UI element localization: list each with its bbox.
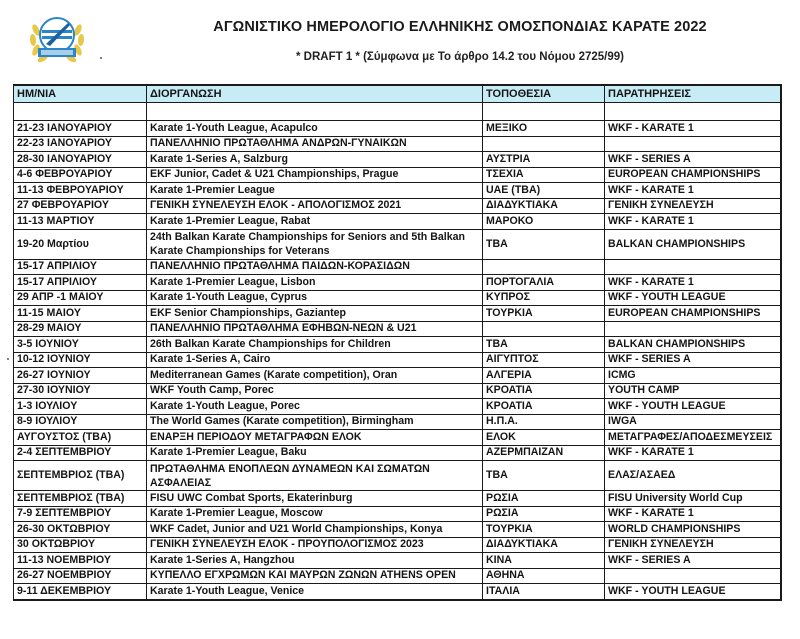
cell-notes: [605, 321, 781, 337]
cell-location: ΚΙΝΑ: [483, 553, 605, 569]
cell-notes: WKF - YOUTH LEAGUE: [605, 584, 781, 600]
cell-event: Karate 1-Premier League, Baku: [147, 445, 483, 461]
cell-notes: ΕΛΑΣ/ΑΣΑΕΔ: [605, 461, 781, 491]
table-row: [14, 229, 781, 259]
cell-notes: WKF - KARATE 1: [605, 183, 781, 199]
table-row: [14, 306, 781, 322]
document-title: ΑΓΩΝΙΣΤΙΚΟ ΗΜΕΡΟΛΟΓΙΟ ΕΛΛΗΝΙΚΗΣ ΟΜΟΣΠΟΝΔΙΑΣ ΚΑΡΑΤΕ 2022: [213, 19, 707, 35]
table-row: [14, 506, 781, 522]
document-subtitle: * DRAFT 1 * (Σύμφωνα με Το άρθρο 14.2 του Νόμου 2725/99): [296, 51, 624, 63]
cell-location: TBA: [483, 229, 605, 259]
table-row: [14, 167, 781, 183]
cell-date: 15-17 ΑΠΡΙΛΙΟΥ: [14, 275, 147, 291]
cell-event: The World Games (Karate competition), Birmingham: [147, 414, 483, 430]
cell-event: Karate 1-Premier League, Rabat: [147, 214, 483, 230]
column-header-event: ΔΙΟΡΓΑΝΩΣΗ: [147, 85, 483, 103]
cell-event: ΠΑΝΕΛΛΗΝΙΟ ΠΡΩΤΑΘΛΗΜΑ ΑΝΔΡΩΝ-ΓΥΝΑΙΚΩΝ: [147, 136, 483, 152]
cell-date: 11-13 ΝΟΕΜΒΡΙΟΥ: [14, 553, 147, 569]
cell-location: ΜΕΞΙΚΟ: [483, 121, 605, 137]
cell-event: ΠΑΝΕΛΛΗΝΙΟ ΠΡΩΤΑΘΛΗΜΑ ΕΦΗΒΩΝ-ΝΕΩΝ & U21: [147, 321, 483, 337]
table-row: [14, 568, 781, 584]
cell-event: WKF Youth Camp, Porec: [147, 383, 483, 399]
cell-date: 10-12 ΙΟΥΝΙΟΥ: [14, 352, 147, 368]
cell-notes: [605, 136, 781, 152]
table-row: [14, 461, 781, 491]
cell-event: Karate 1-Youth League, Porec: [147, 399, 483, 415]
cell-event: EKF Junior, Cadet & U21 Championships, Prague: [147, 167, 483, 183]
table-row: [14, 214, 781, 230]
cell-notes: WKF - KARATE 1: [605, 275, 781, 291]
cell-event: 24th Balkan Karate Championships for Seniors and 5th Balkan Karate Championships for Veterans: [147, 229, 483, 259]
cell-event: Karate 1-Series A, Cairo: [147, 352, 483, 368]
cell-location: TBA: [483, 461, 605, 491]
cell-notes: WKF - KARATE 1: [605, 121, 781, 137]
table-row: [14, 103, 781, 121]
calendar-table: [13, 84, 782, 601]
cell-notes: WKF - SERIES A: [605, 553, 781, 569]
cell-location: ΚΡΟΑΤΙΑ: [483, 383, 605, 399]
cell-date: ΣΕΠΤΕΜΒΡΙΟΣ (TBA): [14, 491, 147, 507]
cell-notes: [605, 568, 781, 584]
cell-date: 26-30 ΟΚΤΩΒΡΙΟΥ: [14, 522, 147, 538]
cell-event: Karate 1-Series A, Salzburg: [147, 152, 483, 168]
cell-notes: ΜΕΤΑΓΡΑΦΕΣ/ΑΠΟΔΕΣΜΕΥΣΕΙΣ: [605, 430, 781, 446]
cell-notes: EUROPEAN CHAMPIONSHIPS: [605, 167, 781, 183]
cell-location: ΔΙΑΔΥΚΤΙΑΚΑ: [483, 537, 605, 553]
cell-date: 26-27 ΙΟΥΝΙΟΥ: [14, 368, 147, 384]
cell-location: ΚΥΠΡΟΣ: [483, 290, 605, 306]
table-row: [14, 259, 781, 275]
cell-date: 29 ΑΠΡ -1 ΜΑΙΟΥ: [14, 290, 147, 306]
cell-location: ΑΙΓΥΠΤΟΣ: [483, 352, 605, 368]
cell-location: ΡΩΣΙΑ: [483, 506, 605, 522]
cell-event: EKF Senior Championships, Gaziantep: [147, 306, 483, 322]
cell-notes: FISU University World Cup: [605, 491, 781, 507]
table-header-row: [14, 85, 781, 103]
cell-date: 3-5 ΙΟΥΝΙΟΥ: [14, 337, 147, 353]
table-row: [14, 414, 781, 430]
cell-event: ΓΕΝΙΚΗ ΣΥΝΕΛΕΥΣΗ ΕΛΟΚ - ΠΡΟΥΠΟΛΟΓΙΣΜΟΣ 2023: [147, 537, 483, 553]
cell-date: 19-20 Μαρτίου: [14, 229, 147, 259]
cell-location: ΠΟΡΤΟΓΑΛΙΑ: [483, 275, 605, 291]
cell-location: ΚΡΟΑΤΙΑ: [483, 399, 605, 415]
cell-notes: [605, 259, 781, 275]
table-row: [14, 121, 781, 137]
cell-notes: WKF - YOUTH LEAGUE: [605, 399, 781, 415]
cell-location: UAE (TBA): [483, 183, 605, 199]
table-row: [14, 198, 781, 214]
cell-date: 27-30 ΙΟΥΝΙΟΥ: [14, 383, 147, 399]
cell-event: ΓΕΝΙΚΗ ΣΥΝΕΛΕΥΣΗ ΕΛΟΚ - ΑΠΟΛΟΓΙΣΜΟΣ 2021: [147, 198, 483, 214]
cell-date: 28-29 ΜΑΙΟΥ: [14, 321, 147, 337]
cell-event: Karate 1-Youth League, Acapulco: [147, 121, 483, 137]
cell-location: ΔΙΑΔΥΚΤΙΑΚΑ: [483, 198, 605, 214]
table-row: [14, 399, 781, 415]
table-row: [14, 152, 781, 168]
cell-notes: YOUTH CAMP: [605, 383, 781, 399]
cell-notes: IWGA: [605, 414, 781, 430]
cell-notes: ΓΕΝΙΚΗ ΣΥΝΕΛΕΥΣΗ: [605, 198, 781, 214]
cell-location: [483, 259, 605, 275]
cell-event: WKF Cadet, Junior and U21 World Championships, Konya: [147, 522, 483, 538]
cell-event: Karate 1-Youth League, Cyprus: [147, 290, 483, 306]
cell-notes: WKF - YOUTH LEAGUE: [605, 290, 781, 306]
cell-location: ΤΟΥΡΚΙΑ: [483, 522, 605, 538]
table-row: [14, 553, 781, 569]
cell-date: ΣΕΠΤΕΜΒΡΙΟΣ (TBA): [14, 461, 147, 491]
column-header-date: ΗΜ/ΝΙΑ: [14, 85, 147, 103]
cell-location: ΑΛΓΕΡΙΑ: [483, 368, 605, 384]
table-row: [14, 290, 781, 306]
scan-speck: [100, 57, 102, 59]
cell-event: Karate 1-Series A, Hangzhou: [147, 553, 483, 569]
cell-location: ΜΑΡΟΚΟ: [483, 214, 605, 230]
cell-date: 2-4 ΣΕΠΤΕΜΒΡΙΟΥ: [14, 445, 147, 461]
table-row: [14, 522, 781, 538]
cell-location: ΤΟΥΡΚΙΑ: [483, 306, 605, 322]
cell-date: 21-23 ΙΑΝΟΥΑΡΙΟΥ: [14, 121, 147, 137]
cell-date: 8-9 ΙΟΥΛΙΟΥ: [14, 414, 147, 430]
cell-event: Karate 1-Premier League, Lisbon: [147, 275, 483, 291]
cell-date: 28-30 ΙΑΝΟΥΑΡΙΟΥ: [14, 152, 147, 168]
cell-location: ΑΘΗΝΑ: [483, 568, 605, 584]
table-row: [14, 491, 781, 507]
cell-date: 4-6 ΦΕΒΡΟΥΑΡΙΟΥ: [14, 167, 147, 183]
column-header-location: ΤΟΠΟΘΕΣΙΑ: [483, 85, 605, 103]
table-row: [14, 321, 781, 337]
cell-location: TBA: [483, 337, 605, 353]
cell-date: 11-13 ΜΑΡΤΙΟΥ: [14, 214, 147, 230]
cell-notes: WKF - KARATE 1: [605, 506, 781, 522]
cell-date: 11-13 ΦΕΒΡΟΥΑΡΙΟΥ: [14, 183, 147, 199]
table-row: [14, 136, 781, 152]
cell-date: 15-17 ΑΠΡΙΛΙΟΥ: [14, 259, 147, 275]
cell-event: ΠΡΩΤΑΘΛΗΜΑ ΕΝΟΠΛΕΩΝ ΔΥΝΑΜΕΩΝ ΚΑΙ ΣΩΜΑΤΩΝ ΑΣΦΑΛΕΙΑΣ: [147, 461, 483, 491]
cell-location: ΙΤΑΛΙΑ: [483, 584, 605, 600]
cell-event: Mediterranean Games (Karate competition), Oran: [147, 368, 483, 384]
table-row: [14, 275, 781, 291]
cell-notes: WKF - SERIES A: [605, 152, 781, 168]
cell-location: ΤΣΕΧΙΑ: [483, 167, 605, 183]
cell-date: 22-23 ΙΑΝΟΥΑΡΙΟΥ: [14, 136, 147, 152]
cell-notes: WKF - KARATE 1: [605, 445, 781, 461]
cell-event: ΕΝΑΡΞΗ ΠΕΡΙΟΔΟΥ ΜΕΤΑΓΡΑΦΩΝ ΕΛΟΚ: [147, 430, 483, 446]
cell-event: Karate 1-Premier League: [147, 183, 483, 199]
cell-notes: BALKAN CHAMPIONSHIPS: [605, 229, 781, 259]
table-row: [14, 183, 781, 199]
table-row: [14, 584, 781, 600]
column-header-notes: ΠΑΡΑΤΗΡΗΣΕΙΣ: [605, 85, 781, 103]
cell-notes: [605, 103, 781, 121]
cell-date: 9-11 ΔΕΚΕΜΒΡΙΟΥ: [14, 584, 147, 600]
cell-location: ΑΖΕΡΜΠΑΙΖΑΝ: [483, 445, 605, 461]
cell-date: [14, 103, 147, 121]
cell-location: [483, 103, 605, 121]
cell-date: 11-15 ΜΑΙΟΥ: [14, 306, 147, 322]
cell-event: [147, 103, 483, 121]
cell-notes: WKF - KARATE 1: [605, 214, 781, 230]
table-row: [14, 537, 781, 553]
cell-notes: ΓΕΝΙΚΗ ΣΥΝΕΛΕΥΣΗ: [605, 537, 781, 553]
cell-event: ΠΑΝΕΛΛΗΝΙΟ ΠΡΩΤΑΘΛΗΜΑ ΠΑΙΔΩΝ-ΚΟΡΑΣΙΔΩΝ: [147, 259, 483, 275]
cell-event: Karate 1-Premier League, Moscow: [147, 506, 483, 522]
cell-location: ΡΩΣΙΑ: [483, 491, 605, 507]
cell-location: [483, 321, 605, 337]
cell-date: ΑΥΓΟΥΣΤΟΣ (TBA): [14, 430, 147, 446]
federation-logo: [28, 8, 86, 66]
cell-notes: WORLD CHAMPIONSHIPS: [605, 522, 781, 538]
cell-date: 27 ΦΕΒΡΟΥΑΡΙΟΥ: [14, 198, 147, 214]
scan-speck: [7, 358, 9, 360]
cell-notes: ICMG: [605, 368, 781, 384]
cell-date: 26-27 ΝΟΕΜΒΡΙΟΥ: [14, 568, 147, 584]
cell-location: ΑΥΣΤΡΙΑ: [483, 152, 605, 168]
cell-notes: WKF - SERIES A: [605, 352, 781, 368]
cell-date: 7-9 ΣΕΠΤΕΜΒΡΙΟΥ: [14, 506, 147, 522]
table-row: [14, 368, 781, 384]
cell-event: ΚΥΠΕΛΛΟ ΕΓΧΡΩΜΩΝ ΚΑΙ ΜΑΥΡΩΝ ΖΩΝΩΝ ATHENS OPEN: [147, 568, 483, 584]
cell-notes: BALKAN CHAMPIONSHIPS: [605, 337, 781, 353]
cell-date: 1-3 ΙΟΥΛΙΟΥ: [14, 399, 147, 415]
table-row: [14, 383, 781, 399]
cell-location: [483, 136, 605, 152]
cell-notes: EUROPEAN CHAMPIONSHIPS: [605, 306, 781, 322]
cell-location: Η.Π.Α.: [483, 414, 605, 430]
cell-event: 26th Balkan Karate Championships for Children: [147, 337, 483, 353]
cell-date: 30 ΟΚΤΩΒΡΙΟΥ: [14, 537, 147, 553]
table-body: [14, 103, 781, 600]
cell-event: Karate 1-Youth League, Venice: [147, 584, 483, 600]
table-row: [14, 337, 781, 353]
cell-event: FISU UWC Combat Sports, Ekaterinburg: [147, 491, 483, 507]
table-row: [14, 445, 781, 461]
table-row: [14, 352, 781, 368]
table-row: [14, 430, 781, 446]
cell-location: ΕΛΟΚ: [483, 430, 605, 446]
